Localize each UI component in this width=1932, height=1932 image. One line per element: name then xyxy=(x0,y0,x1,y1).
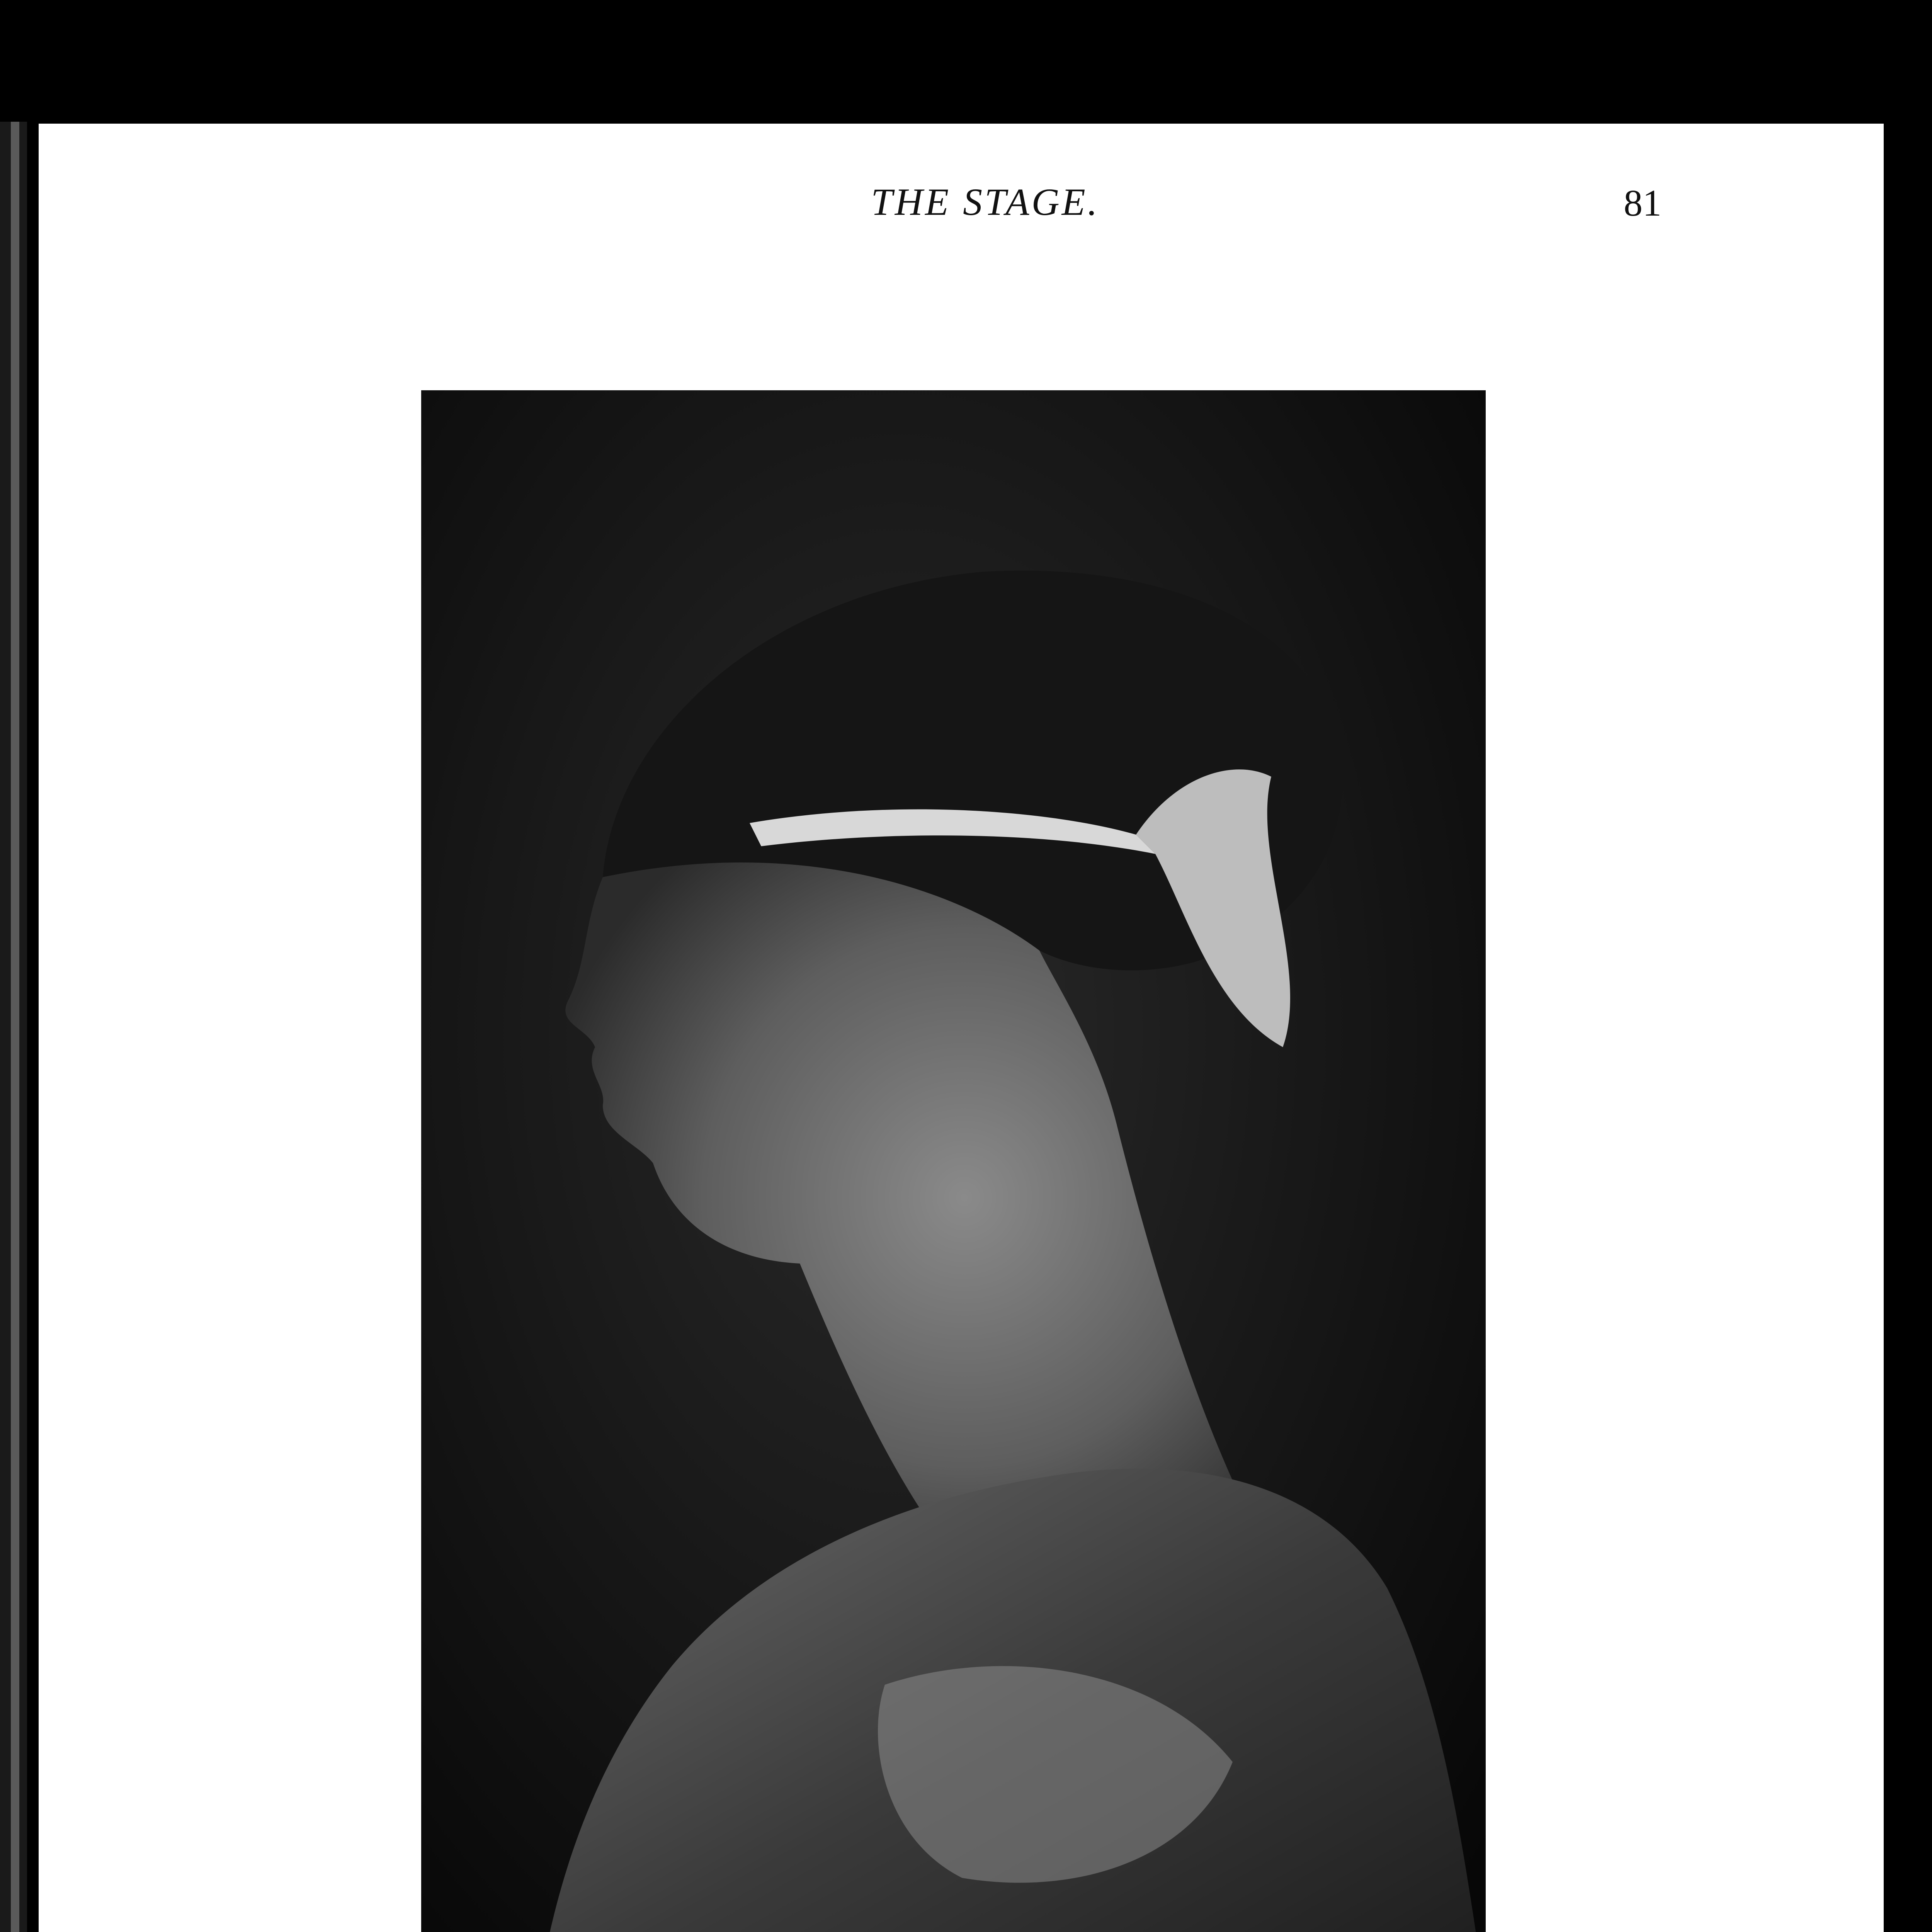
running-title: THE STAGE. xyxy=(871,180,1100,223)
spine-strip xyxy=(11,122,19,1932)
portrait-photograph xyxy=(421,390,1486,1932)
portrait-illustration xyxy=(421,390,1486,1932)
book-spine-edge xyxy=(0,122,27,1932)
page-number: 81 xyxy=(1624,182,1662,224)
